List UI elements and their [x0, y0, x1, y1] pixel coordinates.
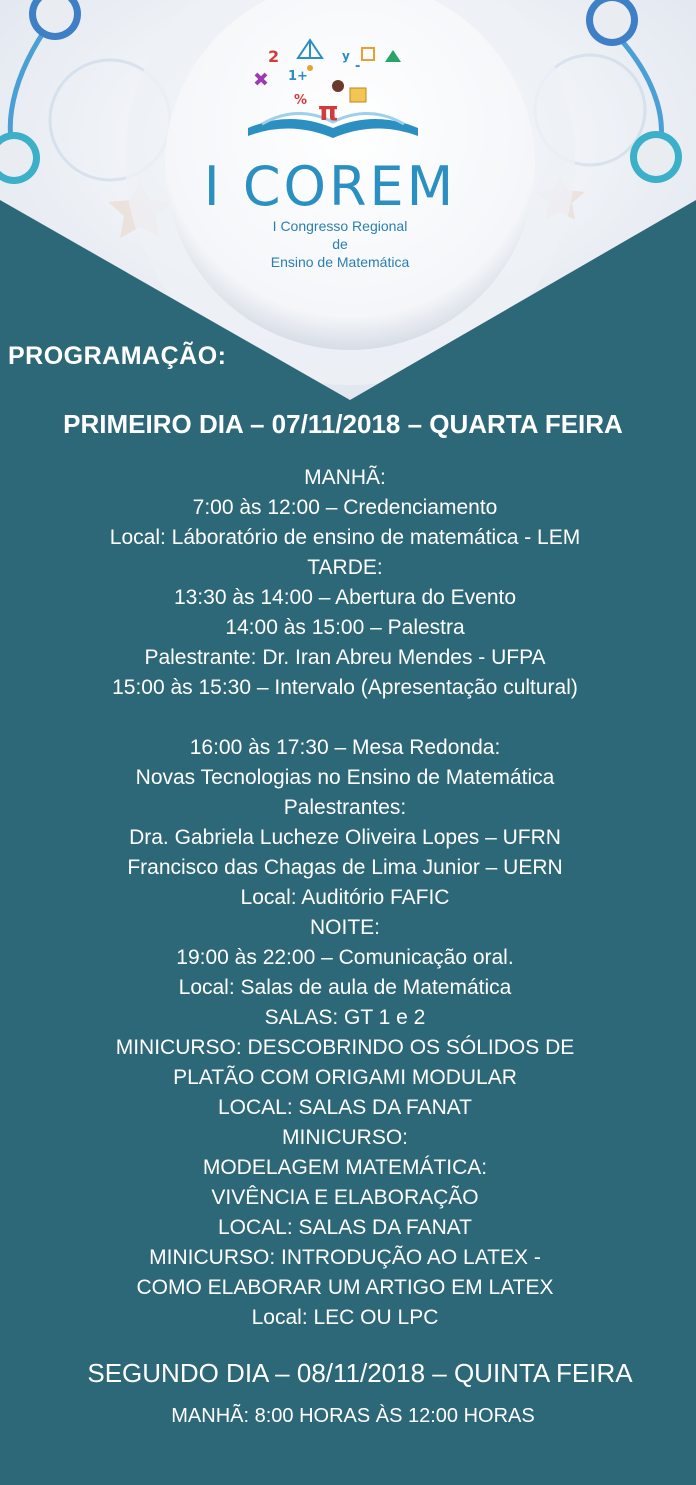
schedule-line: 13:30 às 14:00 – Abertura do Evento — [173, 586, 517, 609]
schedule-line: Local: LEC OU LPC — [251, 1306, 439, 1329]
minus-glyph: - — [355, 59, 361, 74]
day2-title: SEGUNDO DIA – 08/11/2018 – QUINTA FEIRA — [87, 1358, 633, 1388]
schedule-line: 14:00 às 15:00 – Palestra — [225, 616, 465, 639]
schedule-line: Palestrante: Dr. Iran Abreu Mendes - UFPA — [144, 646, 546, 669]
schedule-line: Francisco das Chagas de Lima Junior – UERN — [127, 856, 563, 879]
schedule-line: MINICURSO: — [282, 1126, 408, 1149]
schedule-line: NOITE: — [309, 916, 380, 939]
logo-title: I COREM — [203, 155, 457, 218]
schedule-line: COMO ELABORAR UM ARTIGO EM LATEX — [136, 1276, 554, 1299]
day1-schedule — [0, 463, 690, 1333]
schedule-line: 15:00 às 15:30 – Intervalo (Apresentação cultural) — [112, 676, 578, 699]
schedule-line: LOCAL: SALAS DA FANAT — [217, 1096, 473, 1119]
section-label: PROGRAMAÇÃO: — [8, 342, 227, 370]
schedule-line: MANHÃ: — [304, 466, 386, 489]
logo-subtitle-line-3: Ensino de Matemática — [270, 254, 410, 270]
schedule-line: MINICURSO: DESCOBRINDO OS SÓLIDOS DE — [115, 1036, 575, 1059]
schedule-line: Local: Auditório FAFIC — [240, 886, 450, 909]
logo-subtitle-line-1: I Congresso Regional — [272, 218, 408, 234]
schedule-line: MINICURSO: INTRODUÇÃO AO LATEX - — [149, 1246, 541, 1269]
schedule-line: Palestrantes: — [283, 796, 407, 819]
one-plus-glyph: 1+ — [288, 69, 308, 84]
day1-title: PRIMEIRO DIA – 07/11/2018 – QUARTA FEIRA — [63, 409, 623, 439]
schedule-line: 7:00 às 12:00 – Credenciamento — [192, 496, 498, 519]
logo-subtitle-line-2: de — [332, 236, 348, 252]
schedule-line: Dra. Gabriela Lucheze Oliveira Lopes – UFRN — [129, 826, 561, 849]
schedule-line: TARDE: — [307, 556, 383, 579]
letter-y-glyph: y — [342, 49, 350, 63]
digit-two-glyph: 2 — [268, 47, 280, 66]
schedule-line: Local: Láboratório de ensino de matemática - LEM — [109, 526, 581, 549]
schedule-line: Local: Salas de aula de Matemática — [178, 976, 512, 999]
schedule-line: Novas Tecnologias no Ensino de Matemática — [135, 766, 555, 789]
schedule-line: SALAS: GT 1 e 2 — [264, 1006, 426, 1029]
schedule-line: MODELAGEM MATEMÁTICA: — [202, 1156, 488, 1179]
percent-glyph: % — [294, 93, 308, 108]
schedule-line: VIVÊNCIA E ELABORAÇÃO — [211, 1186, 479, 1209]
schedule-spacer — [0, 703, 690, 733]
schedule-line: 16:00 às 17:30 – Mesa Redonda: — [189, 736, 501, 759]
pi-glyph: π — [318, 97, 339, 127]
schedule-line: 19:00 às 22:00 – Comunicação oral. — [176, 946, 514, 969]
schedule-line: PLATÃO COM ORIGAMI MODULAR — [173, 1066, 517, 1089]
schedule-line: LOCAL: SALAS DA FANAT — [217, 1216, 473, 1239]
day2-morning: MANHÃ: 8:00 HORAS ÀS 12:00 HORAS — [171, 1405, 535, 1427]
